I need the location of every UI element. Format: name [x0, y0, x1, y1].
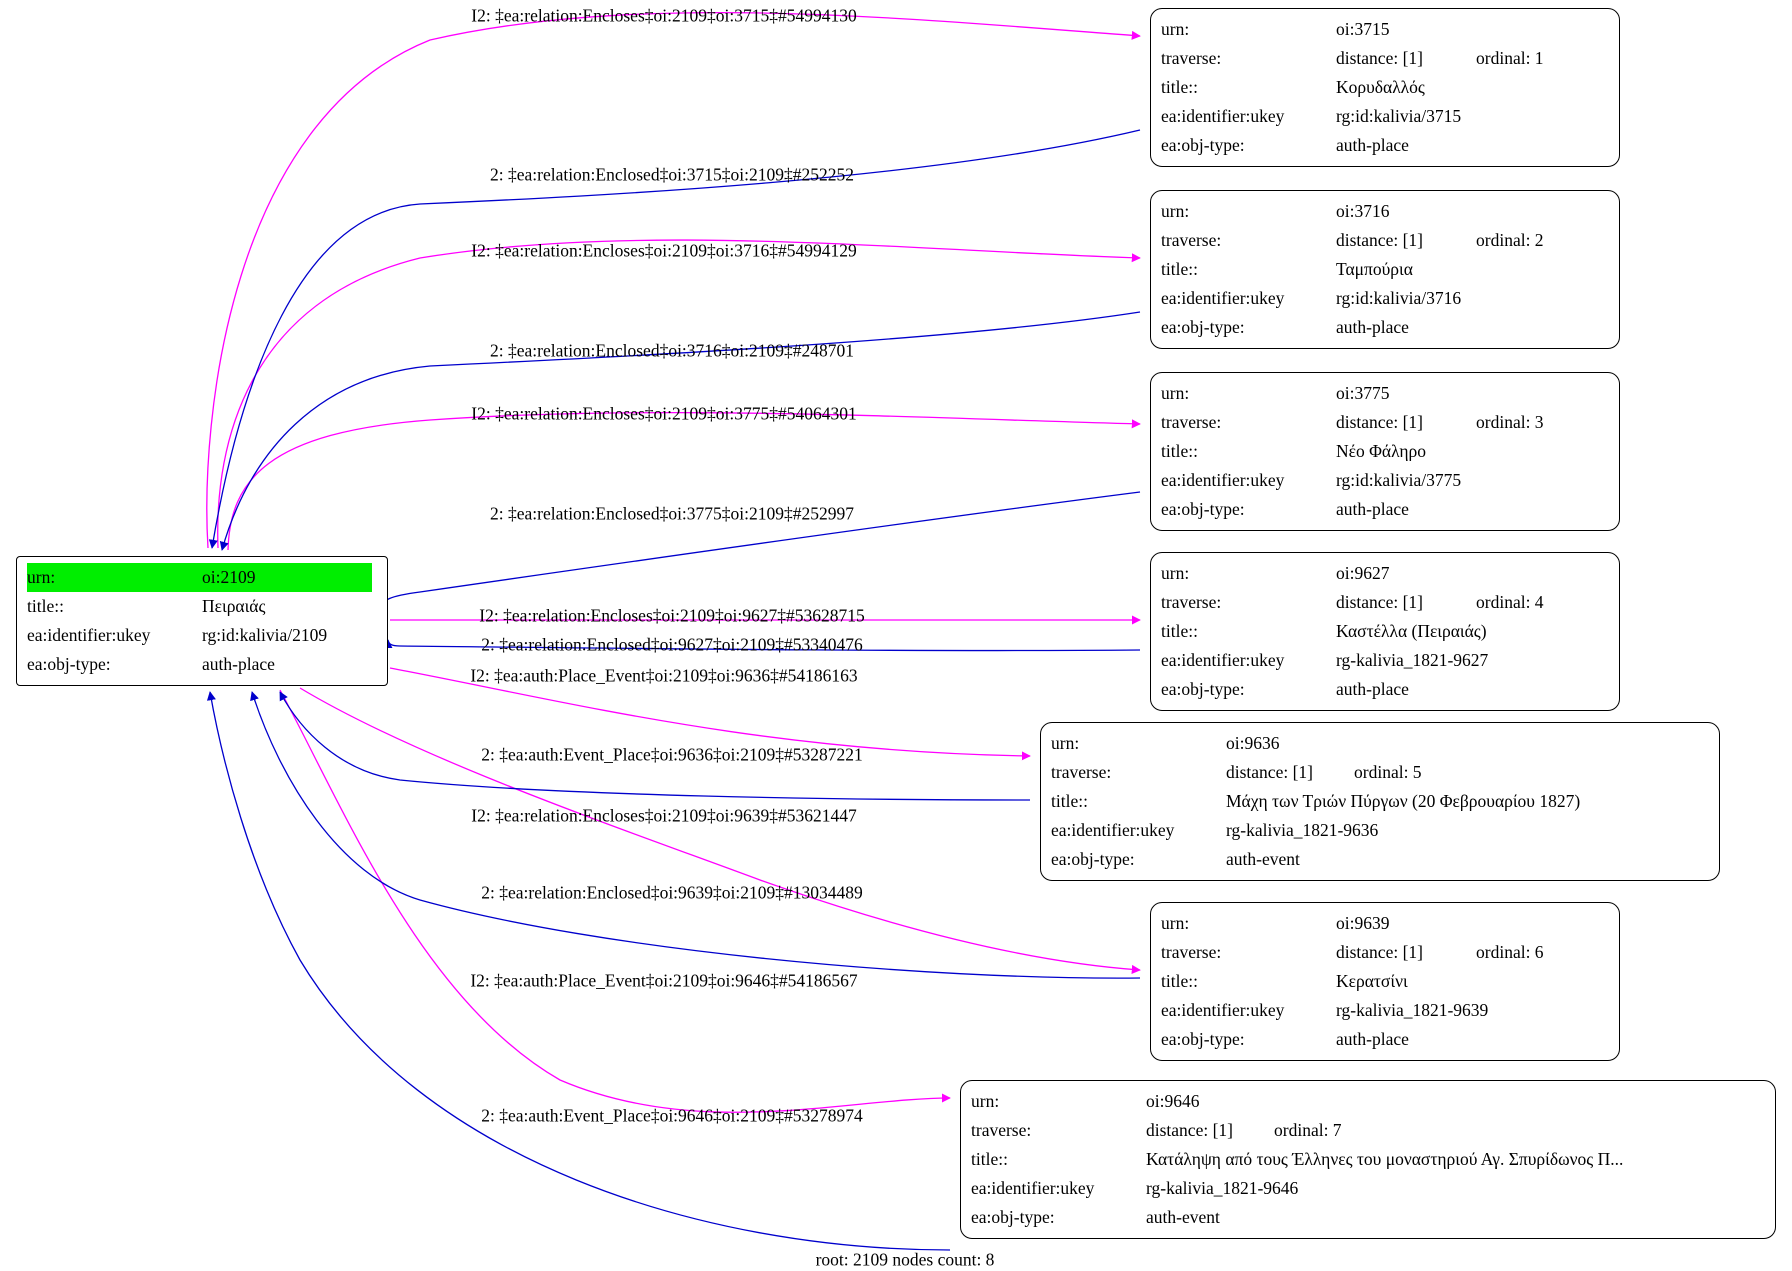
node-field-ukey-key: ea:identifier:ukey [1161, 106, 1285, 127]
node-field-objtype-value: auth-place [1336, 679, 1409, 700]
node-field-urn [1161, 559, 1609, 588]
root-field-title-value: Πειραιάς [202, 596, 266, 617]
node-oi-9636[interactable] [1040, 722, 1720, 881]
node-field-objtype-key: ea:obj-type: [1161, 1029, 1245, 1050]
node-field-title-value: Κορυδαλλός [1336, 77, 1425, 98]
node-field-urn-value: oi:9627 [1336, 563, 1390, 583]
root-node[interactable] [16, 556, 388, 686]
node-field-urn-value: oi:9646 [1146, 1091, 1200, 1111]
node-field-ukey [1051, 816, 1709, 845]
edge-label-event-place-9646: 2: ‡ea:auth:Event_Place‡oi:9646‡oi:2109‡#53278974 [481, 1105, 863, 1126]
node-field-traverse [1161, 226, 1609, 255]
node-field-ordinal-value: ordinal: 2 [1476, 230, 1544, 251]
root-field-urn-key: urn: [27, 563, 202, 592]
root-field-urn-value: oi:2109 [202, 563, 372, 592]
node-oi-9646[interactable] [960, 1080, 1776, 1239]
node-field-title-value: Μάχη των Τριών Πύργων (20 Φεβρουαρίου 1827) [1226, 791, 1581, 812]
node-field-traverse-value: distance: [1] [1336, 942, 1423, 963]
node-field-objtype-value: auth-event [1146, 1207, 1220, 1228]
node-field-urn-value: oi:9636 [1226, 733, 1280, 753]
node-field-title [1161, 617, 1609, 646]
node-field-title-key: title:: [971, 1149, 1008, 1170]
edge-label-encloses-9627: I2: ‡ea:relation:Encloses‡oi:2109‡oi:9627‡#53628715 [479, 605, 865, 626]
edge-label-encloses-9639: I2: ‡ea:relation:Encloses‡oi:2109‡oi:9639‡#53621447 [471, 805, 857, 826]
node-oi-9627[interactable] [1150, 552, 1620, 711]
node-field-ukey-value: rg-kalivia_1821-9646 [1146, 1178, 1299, 1199]
node-field-title-value: Νέο Φάληρο [1336, 441, 1427, 462]
node-field-objtype-value: auth-place [1336, 135, 1409, 156]
node-field-urn [1161, 909, 1609, 938]
root-field-ukey-value: rg:id:kalivia/2109 [202, 625, 328, 646]
edge-label-encloses-3775: I2: ‡ea:relation:Encloses‡oi:2109‡oi:3775‡#54064301 [471, 403, 857, 424]
node-field-urn-value: oi:3775 [1336, 383, 1390, 403]
node-field-title [1161, 255, 1609, 284]
node-field-traverse-key: traverse: [1051, 762, 1112, 783]
node-field-urn-key: urn: [971, 1091, 1000, 1111]
root-field-objtype [27, 650, 377, 679]
node-field-title-value: Κερατσίνι [1336, 971, 1408, 992]
node-field-ukey-key: ea:identifier:ukey [1161, 288, 1285, 309]
node-field-objtype-value: auth-event [1226, 849, 1300, 870]
node-field-title-value: Ταμπούρια [1336, 259, 1413, 280]
node-field-traverse-key: traverse: [1161, 942, 1222, 963]
node-field-objtype [971, 1203, 1765, 1232]
node-field-traverse-value: distance: [1] [1336, 230, 1423, 251]
node-field-ordinal-value: ordinal: 7 [1274, 1120, 1342, 1141]
root-field-title [27, 592, 377, 621]
node-field-ukey-value: rg-kalivia_1821-9639 [1336, 1000, 1489, 1021]
node-field-title [1161, 437, 1609, 466]
edge-label-encloses-3716: I2: ‡ea:relation:Encloses‡oi:2109‡oi:3716‡#54994129 [471, 240, 857, 261]
node-field-ukey-value: rg:id:kalivia/3715 [1336, 106, 1462, 127]
node-field-ordinal-value: ordinal: 5 [1354, 762, 1422, 783]
node-field-urn-value: oi:3716 [1336, 201, 1390, 221]
root-field-objtype-key: ea:obj-type: [27, 654, 111, 675]
node-field-objtype-value: auth-place [1336, 317, 1409, 338]
node-field-urn-value: oi:3715 [1336, 19, 1390, 39]
node-field-traverse-key: traverse: [971, 1120, 1032, 1141]
node-field-objtype-key: ea:obj-type: [1051, 849, 1135, 870]
node-field-objtype [1161, 675, 1609, 704]
node-field-objtype-key: ea:obj-type: [1161, 679, 1245, 700]
node-field-urn-key: urn: [1161, 913, 1190, 933]
node-field-traverse-value: distance: [1] [1336, 48, 1423, 69]
node-field-traverse-value: distance: [1] [1146, 1120, 1233, 1141]
node-field-traverse [1051, 758, 1709, 787]
node-field-objtype-value: auth-place [1336, 1029, 1409, 1050]
root-field-ukey-key: ea:identifier:ukey [27, 625, 151, 646]
root-field-title-key: title:: [27, 596, 64, 617]
node-field-ukey-value: rg:id:kalivia/3775 [1336, 470, 1462, 491]
node-field-traverse [1161, 44, 1609, 73]
node-field-title-key: title:: [1161, 259, 1198, 280]
node-field-objtype [1161, 495, 1609, 524]
root-field-ukey [27, 621, 377, 650]
node-field-traverse-key: traverse: [1161, 412, 1222, 433]
node-field-title-key: title:: [1161, 77, 1198, 98]
node-field-ukey-value: rg-kalivia_1821-9627 [1336, 650, 1489, 671]
edge-label-event-place-9636: 2: ‡ea:auth:Event_Place‡oi:9636‡oi:2109‡#53287221 [481, 744, 863, 765]
node-field-objtype-key: ea:obj-type: [971, 1207, 1055, 1228]
node-field-traverse-key: traverse: [1161, 230, 1222, 251]
node-field-ukey [1161, 102, 1609, 131]
node-field-urn [971, 1087, 1765, 1116]
node-oi-9639[interactable] [1150, 902, 1620, 1061]
edge-label-enclosed-3715: 2: ‡ea:relation:Enclosed‡oi:3715‡oi:2109‡#252252 [489, 164, 855, 185]
node-field-title-key: title:: [1161, 971, 1198, 992]
node-field-title-key: title:: [1051, 791, 1088, 812]
node-field-ukey-key: ea:identifier:ukey [1051, 820, 1175, 841]
node-field-urn-key: urn: [1161, 563, 1190, 583]
node-field-urn-key: urn: [1051, 733, 1080, 753]
node-field-urn-key: urn: [1161, 201, 1190, 221]
node-field-traverse-value: distance: [1] [1226, 762, 1313, 783]
node-field-ukey-key: ea:identifier:ukey [1161, 470, 1285, 491]
node-field-ukey [1161, 284, 1609, 313]
node-field-ukey-key: ea:identifier:ukey [1161, 1000, 1285, 1021]
node-field-objtype [1051, 845, 1709, 874]
edge-label-place-event-9646: I2: ‡ea:auth:Place_Event‡oi:2109‡oi:9646‡#54186567 [470, 970, 858, 991]
node-field-ukey [1161, 466, 1609, 495]
node-field-title-key: title:: [1161, 441, 1198, 462]
node-field-ukey-value: rg:id:kalivia/3716 [1336, 288, 1462, 309]
node-field-title [1161, 967, 1609, 996]
node-field-ukey-key: ea:identifier:ukey [971, 1178, 1095, 1199]
edge-label-enclosed-3775: 2: ‡ea:relation:Enclosed‡oi:3775‡oi:2109‡#252997 [489, 503, 855, 524]
node-field-traverse-value: distance: [1] [1336, 412, 1423, 433]
node-field-urn [1161, 197, 1609, 226]
node-field-ukey-value: rg-kalivia_1821-9636 [1226, 820, 1379, 841]
node-field-urn-value: oi:9639 [1336, 913, 1390, 933]
node-field-objtype-key: ea:obj-type: [1161, 499, 1245, 520]
node-field-ordinal-value: ordinal: 1 [1476, 48, 1544, 69]
node-field-objtype [1161, 1025, 1609, 1054]
node-field-traverse [971, 1116, 1765, 1145]
edge-label-enclosed-9639: 2: ‡ea:relation:Enclosed‡oi:9639‡oi:2109‡#13034489 [481, 882, 863, 903]
node-field-traverse-value: distance: [1] [1336, 592, 1423, 613]
node-field-title [971, 1145, 1765, 1174]
node-field-ukey-key: ea:identifier:ukey [1161, 650, 1285, 671]
node-field-ukey [971, 1174, 1765, 1203]
edge-label-enclosed-3716: 2: ‡ea:relation:Enclosed‡oi:3716‡oi:2109‡#248701 [489, 340, 855, 361]
node-field-objtype-key: ea:obj-type: [1161, 317, 1245, 338]
node-field-title-key: title:: [1161, 621, 1198, 642]
node-field-objtype [1161, 131, 1609, 160]
node-field-traverse [1161, 938, 1609, 967]
node-field-title-value: Καστέλλα (Πειραιάς) [1336, 621, 1487, 642]
edge-label-enclosed-9627: 2: ‡ea:relation:Enclosed‡oi:9627‡oi:2109‡#53340476 [481, 634, 863, 655]
node-oi-3775[interactable] [1150, 372, 1620, 531]
node-field-traverse [1161, 408, 1609, 437]
node-field-traverse-key: traverse: [1161, 48, 1222, 69]
node-field-urn [1051, 729, 1709, 758]
graph-caption: root: 2109 nodes count: 8 [815, 1249, 995, 1270]
node-field-ukey [1161, 996, 1609, 1025]
node-field-title [1051, 787, 1709, 816]
node-field-ordinal-value: ordinal: 6 [1476, 942, 1544, 963]
node-field-urn [1161, 379, 1609, 408]
node-field-traverse-key: traverse: [1161, 592, 1222, 613]
node-field-title [1161, 73, 1609, 102]
node-field-traverse [1161, 588, 1609, 617]
node-field-urn-key: urn: [1161, 383, 1190, 403]
node-field-ordinal-value: ordinal: 4 [1476, 592, 1544, 613]
node-field-urn [1161, 15, 1609, 44]
node-field-objtype-value: auth-place [1336, 499, 1409, 520]
node-field-ukey [1161, 646, 1609, 675]
node-oi-3716[interactable] [1150, 190, 1620, 349]
node-oi-3715[interactable] [1150, 8, 1620, 167]
node-field-urn-key: urn: [1161, 19, 1190, 39]
edge-label-encloses-3715: I2: ‡ea:relation:Encloses‡oi:2109‡oi:3715‡#54994130 [471, 5, 857, 26]
root-field-objtype-value: auth-place [202, 654, 275, 675]
edge-label-place-event-9636: I2: ‡ea:auth:Place_Event‡oi:2109‡oi:9636‡#54186163 [470, 665, 858, 686]
node-field-objtype-key: ea:obj-type: [1161, 135, 1245, 156]
root-field-urn [27, 563, 377, 592]
node-field-title-value: Κατάληψη από τους Έλληνες του μοναστηριού Αγ. Σπυρίδωνος Π... [1146, 1149, 1624, 1170]
node-field-objtype [1161, 313, 1609, 342]
node-field-ordinal-value: ordinal: 3 [1476, 412, 1544, 433]
